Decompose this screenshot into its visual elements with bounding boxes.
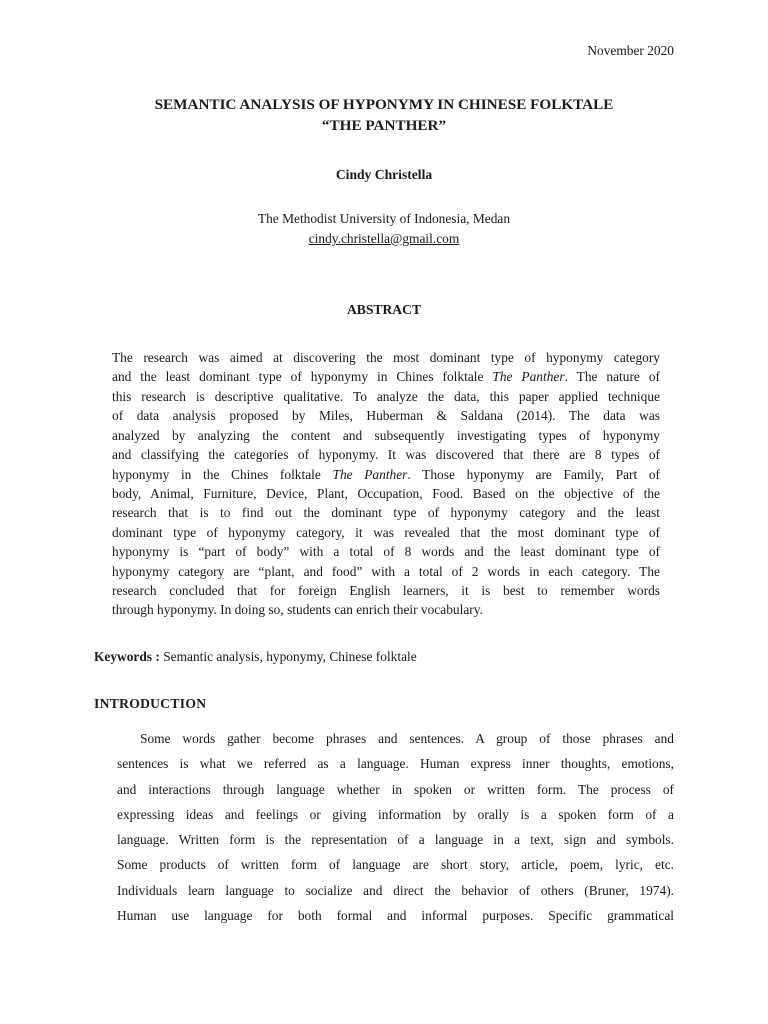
introduction-body: [117, 726, 674, 928]
folktale-title: The Panther: [332, 466, 408, 482]
keywords-label: Keywords :: [94, 649, 160, 664]
abstract-line: and the least dominant type of hyponymy in Chines folktale The Panther. The nature of: [112, 369, 660, 385]
introduction-heading: INTRODUCTION: [94, 696, 207, 711]
paper-title-line-1: SEMANTIC ANALYSIS OF HYPONYMY IN CHINESE FOLKTALE: [154, 96, 614, 113]
paper-title-line-2: “THE PANTHER”: [321, 117, 447, 134]
introduction-line: Human use language for both formal and informal purposes. Specific grammatical: [117, 908, 674, 924]
introduction-line: Some products of written form of language are short story, article, poem, lyric, etc.: [117, 857, 674, 873]
abstract-body: [112, 348, 660, 620]
abstract-line: through hyponymy. In doing so, students can enrich their vocabulary.: [112, 602, 483, 618]
abstract-line: research concluded that for foreign English learners, it is best to remember words: [112, 583, 660, 599]
author-name: Cindy Christella: [335, 167, 433, 182]
introduction-line: language. Written form is the representation of a language in a text, sign and symbols.: [117, 832, 674, 848]
abstract-line: body, Animal, Furniture, Device, Plant, Occupation, Food. Based on the objective of the: [112, 485, 660, 501]
abstract-line: research that is to find out the dominant type of hyponymy category and the least: [112, 505, 660, 521]
introduction-line: expressing ideas and feelings or giving information by orally is a spoken form of a: [117, 806, 674, 822]
introduction-line: Individuals learn language to socialize and direct the behavior of others (Bruner, 1974).: [117, 882, 674, 898]
paper-title: [0, 94, 768, 136]
abstract-heading: ABSTRACT: [346, 302, 422, 317]
abstract-line: dominant type of hyponymy category, it was revealed that the most dominant type of: [112, 524, 660, 540]
abstract-line: hyponymy category are “plant, and food” with a total of 2 words in each category. The: [112, 563, 660, 579]
keywords: [94, 649, 417, 665]
author-affiliation: [0, 209, 768, 249]
abstract-line: hyponymy is “part of body” with a total of 8 words and the least dominant type of: [112, 544, 660, 560]
introduction-line: Some words gather become phrases and sentences. A group of those phrases and: [140, 731, 674, 746]
abstract-line: The research was aimed at discovering the most dominant type of hyponymy category: [112, 350, 660, 365]
abstract-line: hyponymy in the Chines folktale The Panther. Those hyponymy are Family, Part of: [112, 466, 661, 482]
keywords-value: Semantic analysis, hyponymy, Chinese folktale: [163, 649, 417, 664]
abstract-line: this research is descriptive qualitative. To analyze the data, this paper applied technique: [112, 388, 660, 404]
folktale-title: The Panther: [492, 369, 565, 385]
abstract-line: analyzed by analyzing the content and subsequently investigating types of hyponymy: [112, 427, 660, 443]
paper-date: November 2020: [587, 43, 674, 58]
institution: The Methodist University of Indonesia, Medan: [257, 211, 511, 226]
author-email-link[interactable]: cindy.christella@gmail.com: [308, 231, 460, 246]
abstract-line: of data analysis proposed by Miles, Huberman & Saldana (2014). The data was: [112, 408, 660, 424]
abstract-line: and classifying the categories of hyponymy. It was discovered that there are 8 types of: [112, 447, 660, 463]
introduction-line: sentences is what we referred as a language. Human express inner thoughts, emotions,: [117, 756, 674, 772]
introduction-line: and interactions through language whether in spoken or written form. The process of: [117, 781, 674, 797]
